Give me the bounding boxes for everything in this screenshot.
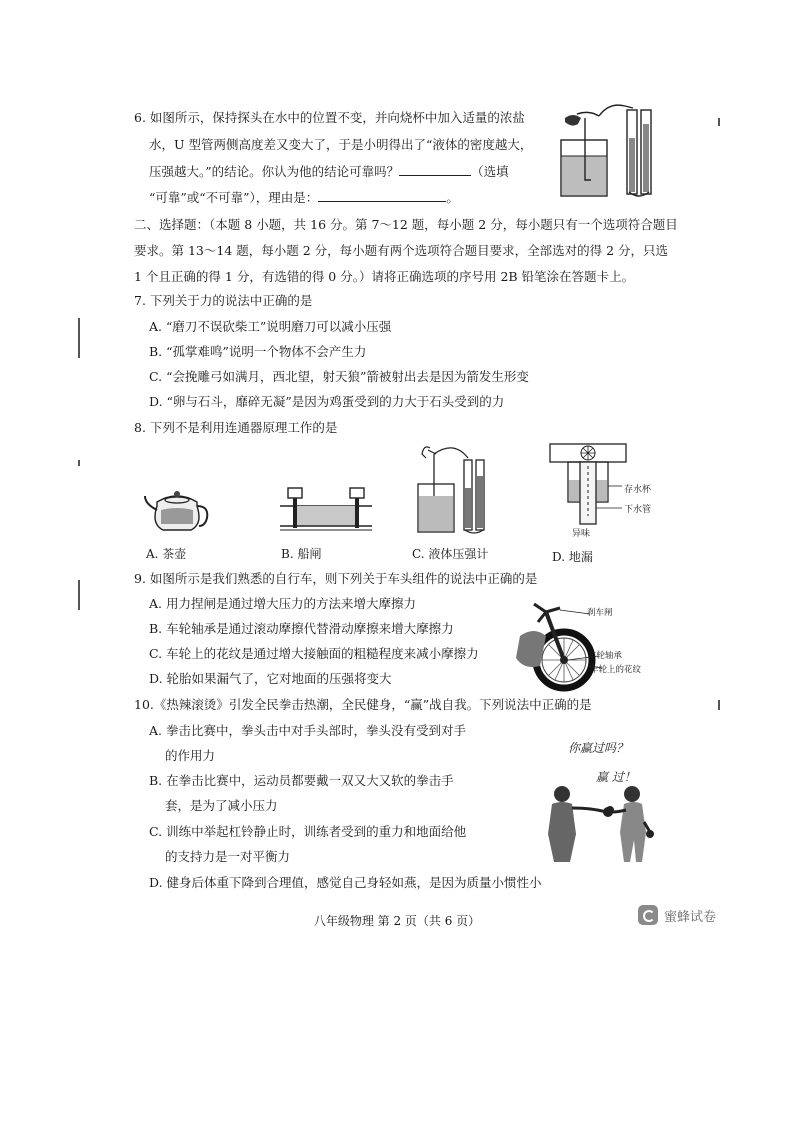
- q8-option-b[interactable]: B. 船闸: [281, 547, 322, 561]
- cartoon-bubble-1: 你赢过吗？: [568, 741, 629, 755]
- label-bearing: 车轮轴承: [588, 651, 623, 661]
- q10-option-b-line-1: B. 在拳击比赛中，运动员都要戴一双又大又软的拳击手: [149, 773, 454, 788]
- q10-option-c-cont: 的支持力是一对平衡力: [165, 849, 291, 864]
- q6-line-3-text: 压强越大。”的结论。你认为他的结论可靠吗？: [149, 164, 400, 179]
- boxing-cartoon-figure: [540, 782, 660, 864]
- q9-option-b[interactable]: B. 车轮轴承是通过滚动摩擦代替滑动摩擦来增大摩擦力: [149, 621, 454, 636]
- ship-lock-figure: [280, 484, 372, 532]
- q10-stem: 10.《热辣滚烫》引发全民拳击热潮，全民健身，“赢”战自我。下列说法中正确的是: [134, 697, 592, 712]
- q10-option-a[interactable]: [149, 723, 466, 739]
- q7-option-c[interactable]: C. “会挽雕弓如满月，西北望，射天狼”箭被射出去是因为箭发生形变: [149, 369, 529, 384]
- q8-stem: 8. 下列不是利用连通器原理工作的是: [134, 420, 338, 435]
- q6-line-2: 水，U 型管两侧高度差又变大了，于是小明得出了“液体的密度越大，: [149, 137, 533, 152]
- q10-option-d[interactable]: D. 健身后体重下降到合理值，感觉自己身轻如燕，是因为质量小惯性小: [149, 875, 542, 890]
- q9-option-d[interactable]: D. 轮胎如果漏气了，它对地面的压强将变大: [149, 671, 392, 686]
- q9-option-a[interactable]: A. 用力捏闸是通过增大压力的方法来增大摩擦力: [149, 596, 416, 611]
- q7-option-b[interactable]: B. “孤掌难鸣”说明一个物体不会产生力: [149, 344, 367, 359]
- label-brake: 刹车闸: [587, 608, 613, 618]
- pressure-meter-figure: [410, 444, 490, 536]
- page-footer: 八年级物理 第 2 页（共 6 页）: [313, 914, 481, 928]
- q6-line-4-text: “可靠”或“不可靠”），理由是：: [149, 190, 319, 205]
- section2-line-2: 要求。第 13～14 题，每小题 2 分，每小题有两个选项符合题目要求，全部选对的得 2 分，只选: [134, 243, 669, 258]
- q10-option-a-line-1: A. 拳击比赛中，拳头击中对手头部时，拳头没有受到对手: [149, 723, 466, 738]
- scan-speck: [78, 580, 80, 610]
- q6-line-1: 6. 如图所示，保持探头在水中的位置不变，并向烧杯中加入适量的浓盐: [134, 110, 525, 125]
- cartoon-bubble-2: 赢 过！: [596, 770, 636, 784]
- q8-option-c[interactable]: C. 液体压强计: [412, 547, 489, 561]
- q8-option-d[interactable]: D. 地漏: [552, 550, 593, 564]
- label-tread: 车轮上的花纹: [590, 665, 642, 675]
- q9-option-c[interactable]: C. 车轮上的花纹是通过增大接触面的粗糙程度来减小摩擦力: [149, 646, 479, 661]
- q7-option-a[interactable]: A. “磨刀不误砍柴工”说明磨刀可以减小压强: [149, 319, 392, 334]
- watermark-logo-icon: [638, 905, 658, 925]
- q10-option-c[interactable]: [149, 824, 466, 840]
- label-cup: 存水杯: [624, 485, 652, 495]
- q6-answer-blank-1[interactable]: [399, 163, 471, 176]
- q10-option-b[interactable]: [149, 773, 454, 789]
- q8-option-a[interactable]: A. 茶壶: [146, 547, 187, 561]
- q10-option-b-cont: 套，是为了减小压力: [165, 798, 278, 813]
- q9-stem: 9. 如图所示是我们熟悉的自行车，则下列关于车头组件的说法中正确的是: [134, 571, 538, 586]
- scan-speck: [718, 118, 720, 126]
- q6-line-3: [149, 163, 509, 180]
- q10-option-c-line-1: C. 训练中举起杠铃静止时，训练者受到的重力和地面给他: [149, 824, 467, 839]
- section2-line-1: 二、选择题：（本题 8 小题，共 16 分。第 7～12 题，每小题 2 分，每小题只有一个选项符合题目: [134, 217, 678, 232]
- q6-line-3-tail: （选填: [471, 164, 509, 179]
- scan-speck: [718, 700, 720, 710]
- q6-line-4: [149, 189, 459, 206]
- floor-drain-figure: [548, 442, 628, 526]
- label-pipe: 下水管: [624, 505, 652, 515]
- section2-line-3: 1 个且正确的得 1 分，有选错的得 0 分。）请将正确选项的序号用 2B 铅笔涂在答题卡上。: [134, 269, 635, 284]
- scan-speck: [78, 460, 80, 466]
- watermark-text: 蜜蜂试卷: [664, 909, 717, 925]
- q7-option-d[interactable]: D. “卵与石斗，靡碎无凝”是因为鸡蛋受到的力大于石头受到的力: [149, 394, 505, 409]
- q6-manometer-figure: [555, 100, 655, 200]
- q6-line-4-tail: 。: [446, 190, 459, 205]
- scan-speck: [78, 318, 80, 358]
- q7-stem: 7. 下列关于力的说法中正确的是: [134, 293, 313, 308]
- q10-option-a-cont: 的作用力: [165, 748, 216, 763]
- q6-answer-blank-2[interactable]: [318, 189, 446, 202]
- watermark: [638, 905, 716, 925]
- teapot-figure: [143, 482, 213, 534]
- label-smell: 异味: [572, 529, 591, 539]
